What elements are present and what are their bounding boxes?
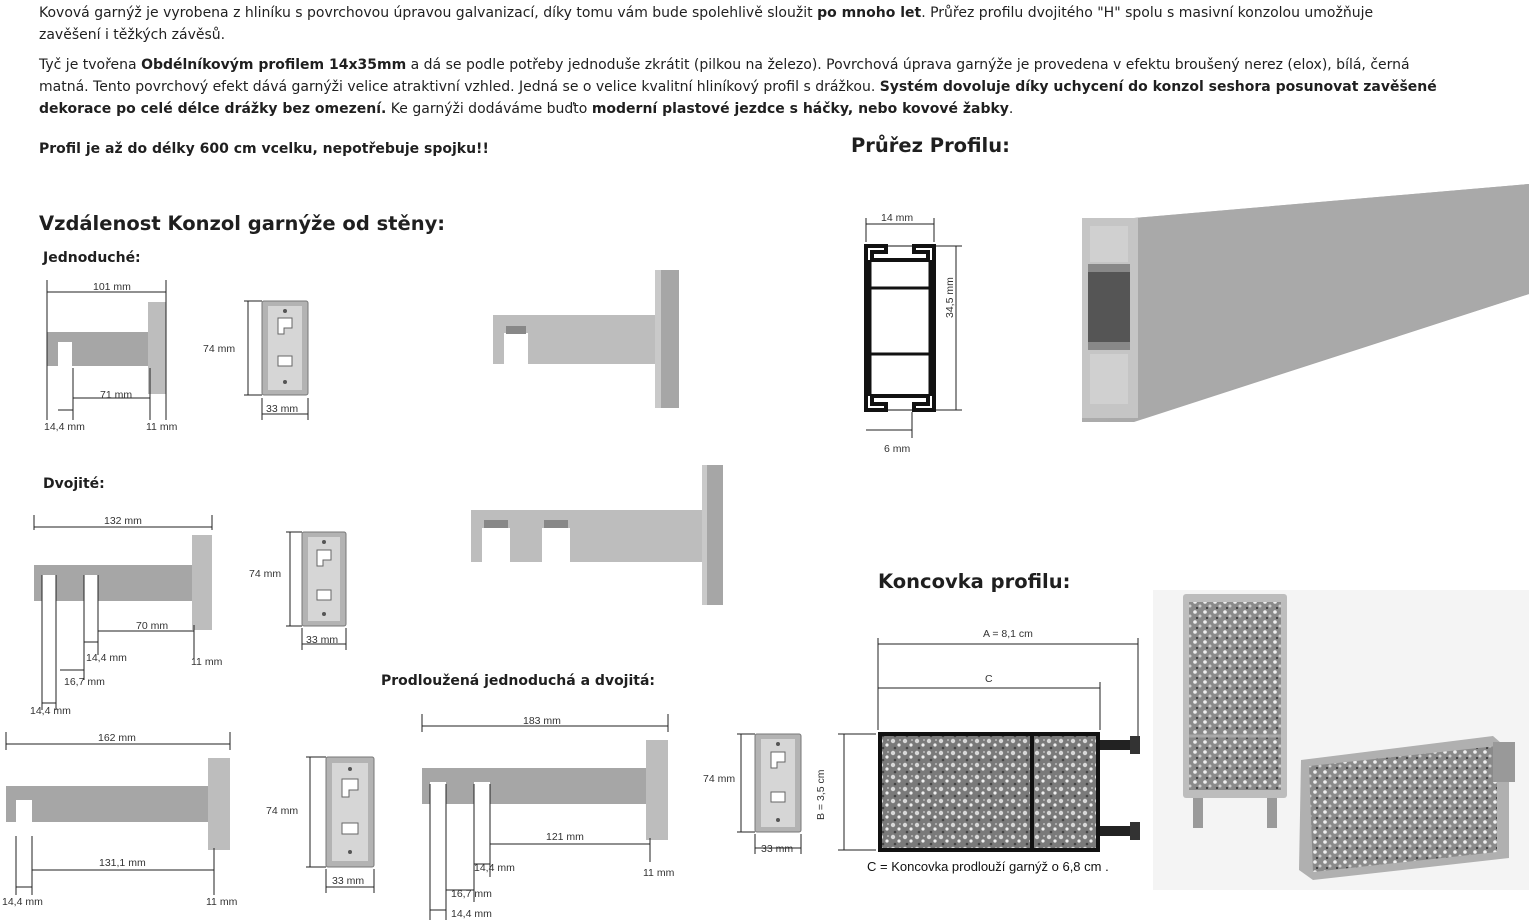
dim-label: 6 mm: [884, 443, 911, 455]
double-heading: Dvojité:: [43, 476, 105, 492]
dim-label: 14,4 mm: [30, 705, 71, 717]
dim-label: 14 mm: [881, 212, 914, 224]
intro-text: Ke garnýži dodáváme buďto: [386, 101, 592, 117]
dim-label: 74 mm: [203, 343, 236, 355]
endcap-heading: Koncovka profilu:: [878, 570, 1071, 593]
profile-render: [1078, 182, 1529, 422]
profile-cross-section: [856, 212, 976, 452]
dim-label: 33 mm: [332, 875, 365, 887]
dim-label: 14,4 mm: [451, 908, 492, 920]
dim-label: 33 mm: [306, 634, 339, 646]
dim-label: 34,5 mm: [944, 277, 956, 318]
single-bracket-render: [490, 270, 685, 410]
intro-text: Tyč je tvořena: [39, 57, 142, 73]
intro-bold: Obdélníkovým profilem 14x35mm: [141, 57, 407, 73]
profile-heading: Průřez Profilu:: [851, 134, 1010, 157]
dim-label: 121 mm: [546, 831, 584, 843]
dim-label: B = 3,5 cm: [815, 769, 827, 820]
intro-paragraph-3: Profil je až do délky 600 cm vcelku, nepotřebuje spojku!!: [39, 141, 489, 157]
single-heading: Jednoduché:: [43, 250, 141, 266]
dim-label: 74 mm: [249, 568, 282, 580]
endcap-drawing: [818, 630, 1153, 860]
intro-bold: Systém dovoluje díky uchycení do konzol seshora posunovat zavěšené dekorace po celé délce drážky bez omezení.: [39, 79, 1437, 117]
extended-heading: Prodloužená jednoduchá a dvojitá:: [381, 673, 656, 689]
single-bracket-drawing: [40, 280, 190, 430]
dim-label: 101 mm: [93, 281, 131, 293]
dim-label: 11 mm: [206, 896, 238, 908]
dim-label: 132 mm: [104, 515, 142, 527]
intro-text: a dá se podle potřeby jednoduše zkrátit (pilkou na železo). Povrchová úprava garnýže je provedena v efektu broušený nerez (elox), bílá, černá matná. Tento povrchový efekt dává garnýži velice atraktivní vzhled. Jedná se o velice kvalitní hliníkový profil s drážkou.: [39, 57, 1410, 95]
dim-label: 70 mm: [136, 620, 169, 632]
dim-label: 11 mm: [191, 656, 223, 668]
intro-bold: moderní plastové jezdce s háčky, nebo kovové žabky: [591, 101, 1009, 117]
dim-label: 183 mm: [523, 715, 561, 727]
dim-label: 14,4 mm: [86, 652, 127, 664]
dim-label: 14,4 mm: [44, 421, 85, 433]
dim-label: 11 mm: [643, 867, 675, 879]
endcap-render: [1153, 590, 1529, 890]
dim-label: 74 mm: [703, 773, 736, 785]
intro-text: .: [1008, 101, 1014, 117]
extended-single-drawing: [2, 730, 247, 915]
dim-label: 14,4 mm: [474, 862, 515, 874]
extended-single-wall-plate: [302, 755, 382, 895]
intro-bold: po mnoho let: [817, 5, 922, 21]
intro-paragraph-2: [39, 54, 1439, 120]
dim-label: 11 mm: [146, 421, 178, 433]
distance-heading: Vzdálenost Konzol garnýže od stěny:: [39, 212, 446, 235]
endcap-note: C = Koncovka prodlouží garnýž o 6,8 cm .: [867, 859, 1109, 874]
double-bracket-drawing: [30, 515, 230, 715]
dim-label: 33 mm: [761, 843, 794, 855]
dim-label: 162 mm: [98, 732, 136, 744]
double-bracket-render: [468, 462, 728, 608]
intro-text: . Průřez profilu dvojitého "H" spolu s masivní konzolou umožňuje zavěšení i těžkých závěsů.: [39, 5, 1374, 43]
dim-label: 16,7 mm: [451, 888, 492, 900]
dim-label: C: [985, 673, 993, 685]
intro-paragraph-1: [39, 2, 1439, 46]
dim-label: 71 mm: [100, 389, 133, 401]
dim-label: 16,7 mm: [64, 676, 105, 688]
intro-text: Kovová garnýž je vyrobena z hliníku s povrchovou úpravou galvanizací, díky tomu vám bude spolehlivě sloužit: [39, 5, 818, 21]
dim-label: 74 mm: [266, 805, 299, 817]
dim-label: 14,4 mm: [2, 896, 43, 908]
extended-double-wall-plate: [735, 730, 807, 855]
dim-label: 33 mm: [266, 403, 299, 415]
dim-label: 131,1 mm: [99, 857, 146, 869]
dim-label: A = 8,1 cm: [983, 628, 1033, 640]
